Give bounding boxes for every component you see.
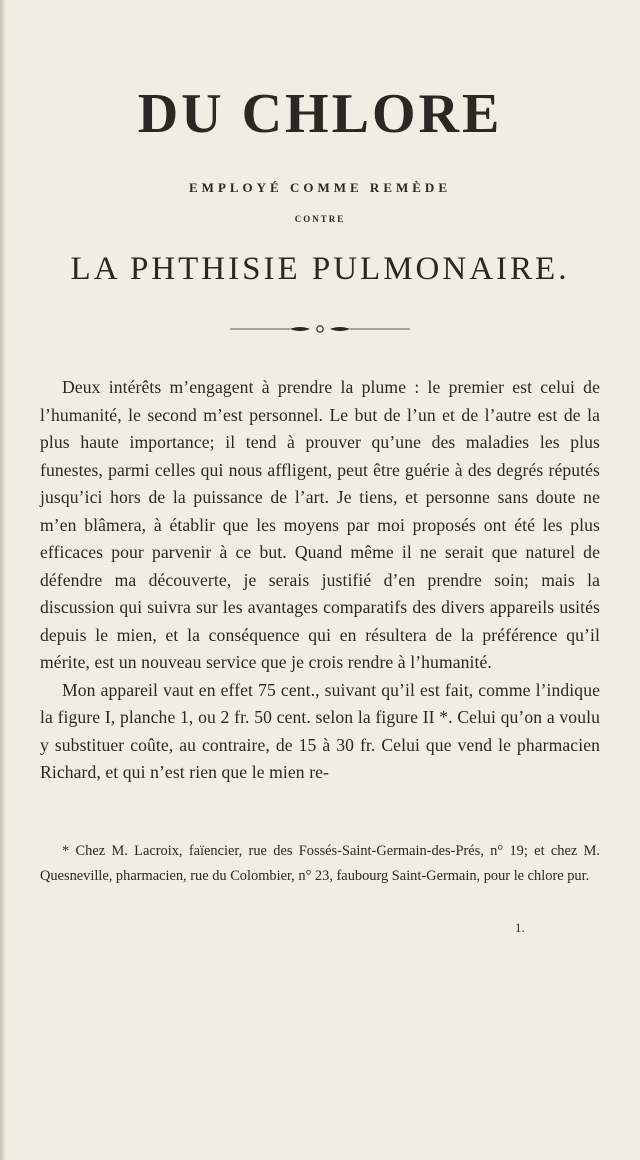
ornament-divider-icon [230, 322, 410, 336]
paragraph-2: Mon appareil vaut en effet 75 cent., suivant qu’il est fait, comme l’indique la figure I, planche 1, ou 2 fr. 50 cent. selon la figure II *. Celui qu’on a voulu y substituer coûte, au contraire, de 15 à 30 fr. Celui que vend le pharmacien Richard, et qui n’est rien que le mien re- [40, 679, 600, 782]
book-contre: CONTRE [294, 214, 346, 224]
book-subject: LA PHTHISIE PULMONAIRE. [70, 251, 570, 287]
main-text [40, 374, 600, 787]
book-subtitle: EMPLOYÉ COMME REMÈDE [189, 180, 451, 195]
book-title: DU CHLORE [137, 83, 503, 145]
signature-mark: 1. [515, 920, 525, 935]
page-edge-shadow [0, 0, 6, 1160]
paragraph-1: Deux intérêts m’engagent à prendre la plume : le premier est celui de l’humanité, le second m’est personnel. Le but de l’un et de l’autre est de la plus haute importance; il tend à prouver qu’une des maladies les plus funestes, parmi celles qui nous affligent, peut être guérie à des degrés réputés jusqu’ici hors de la puissance de l’art. Je tiens, et personne sans doute ne m’en blâmera, à établir que les moyens par moi proposés ont été les plus efficaces pour parvenir à ce but. Quand même il ne serait que naturel de défendre ma découverte, je serais justifié d’en prendre soin; mais la discussion qui suivra sur les avantages comparatifs des divers appareils usités depuis le mien, et la conséquence qui en résultera de la préférence qu’il mérite, est un nouveau service que je crois rendre à l’humanité. [40, 377, 600, 672]
footnote [40, 839, 600, 889]
footnote-text: * Chez M. Lacroix, faïencier, rue des Fossés-Saint-Germain-des-Prés, n° 19; et chez M. Quesneville, pharmacien, rue du Colombier, n° 23, faubourg Saint-Germain, pour le chlore pur. [40, 843, 600, 884]
